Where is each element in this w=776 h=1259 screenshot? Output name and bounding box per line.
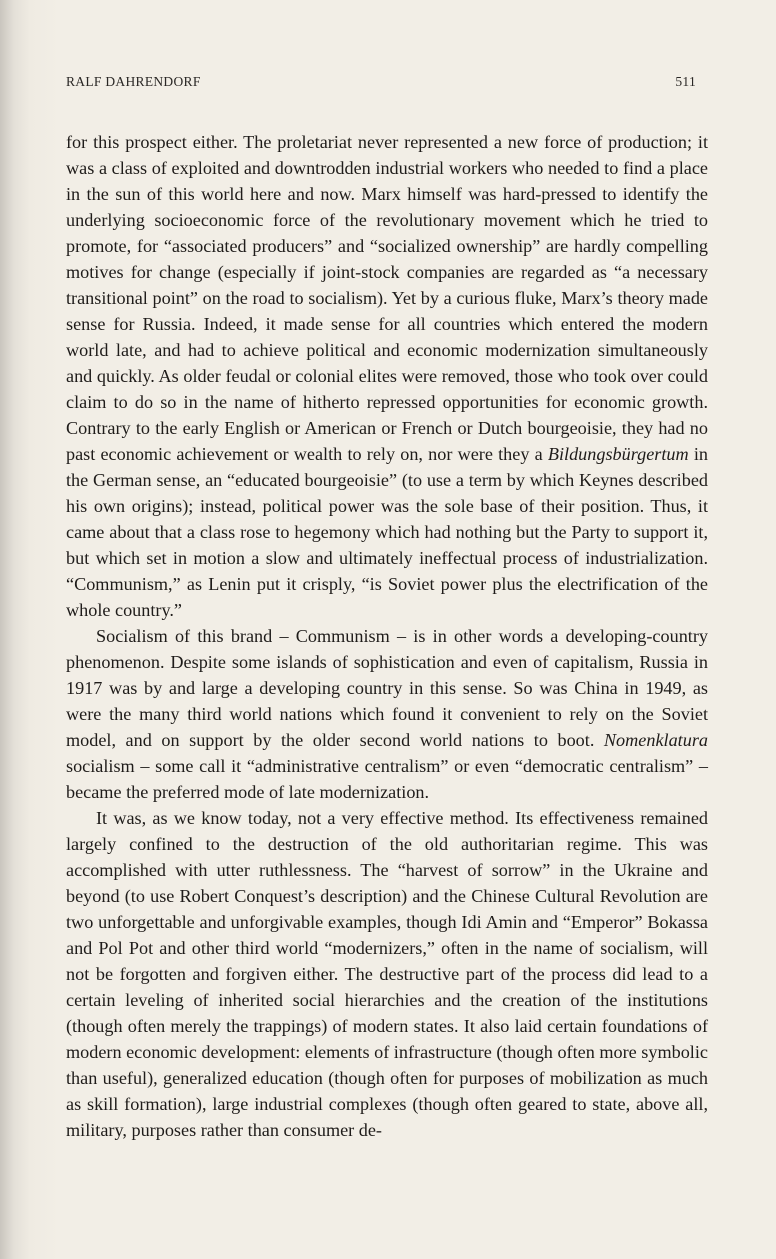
- italic-term: Nomenklatura: [603, 730, 708, 750]
- page-number: 511: [675, 74, 696, 89]
- paragraph: [66, 805, 708, 1143]
- text-run: for this prospect either. The proletariat never represented a new force of production; it was a class of exploited and downtrodden industrial workers who needed to find a place in the sun of this world here and now. Marx himself was hard-pressed to identify the underlying socioeconomic force of the revolutionary movement which he tried to promote, for “associated producers” and “socialized ownership” are hardly compelling motives for change (especially if joint-stock companies are regarded as “a necessary transitional point” on the road to socialism). Yet by a curious fluke, Marx’s theory made sense for Russia. Indeed, it made sense for all countries which entered the modern world late, and had to achieve political and economic modernization simultaneously and quickly. As older feudal or colonial elites were removed, those who took over could claim to do so in the name of hitherto repressed opportunities for economic growth. Contrary to the early English or American or French or Dutch bourgeoisie, they had no past economic achievement or wealth to rely on, nor were they a: [66, 132, 708, 464]
- text-run: It was, as we know today, not a very effective method. Its effectiveness remained largely confined to the destruction of the old authoritarian regime. This was accomplished with utter ruthlessness. The “harvest of sorrow” in the Ukraine and beyond (to use Robert Conquest’s description) and the Chinese Cultural Revolution are two unforgettable and unforgivable examples, though Idi Amin and “Emperor” Bokassa and Pol Pot and other third world “modernizers,” often in the name of socialism, will not be forgotten and forgiven either. The destructive part of the process did lead to a certain leveling of inherited social hierarchies and the creation of the institutions (though often merely the trappings) of modern states. It also laid certain foundations of modern economic development: elements of infrastructure (though often more symbolic than useful), generalized education (though often for purposes of mobilization as much as skill formation), large industrial complexes (though often geared to state, above all, military, purposes rather than consumer de-: [66, 808, 708, 1140]
- text-run: socialism – some call it “administrative centralism” or even “democratic centralism” – became the preferred mode of late modernization.: [66, 756, 708, 802]
- text-run: in the German sense, an “educated bourgeoisie” (to use a term by which Keynes described his own origins); instead, political power was the sole base of their position. Thus, it came about that a class rose to hegemony which had nothing but the Party to support it, but which set in motion a slow and ultimately ineffectual process of industrialization. “Communism,” as Lenin put it crisply, “is Soviet power plus the electrification of the whole country.”: [66, 444, 708, 620]
- running-head-author: RALF DAHRENDORF: [66, 74, 201, 89]
- italic-term: Bildungsbürgertum: [547, 444, 689, 464]
- paragraph: [66, 129, 708, 623]
- paragraph: [66, 623, 708, 805]
- body-text: [66, 129, 708, 1143]
- running-header: [66, 74, 696, 94]
- text-run: Socialism of this brand – Communism – is in other words a developing-country phenomenon. Despite some islands of sophistication and even of capitalism, Russia in 1917 was by and large a developing country in this sense. So was China in 1949, as were the many third world nations which found it convenient to rely on the Soviet model, and on support by the older second world nations to boot.: [66, 626, 708, 750]
